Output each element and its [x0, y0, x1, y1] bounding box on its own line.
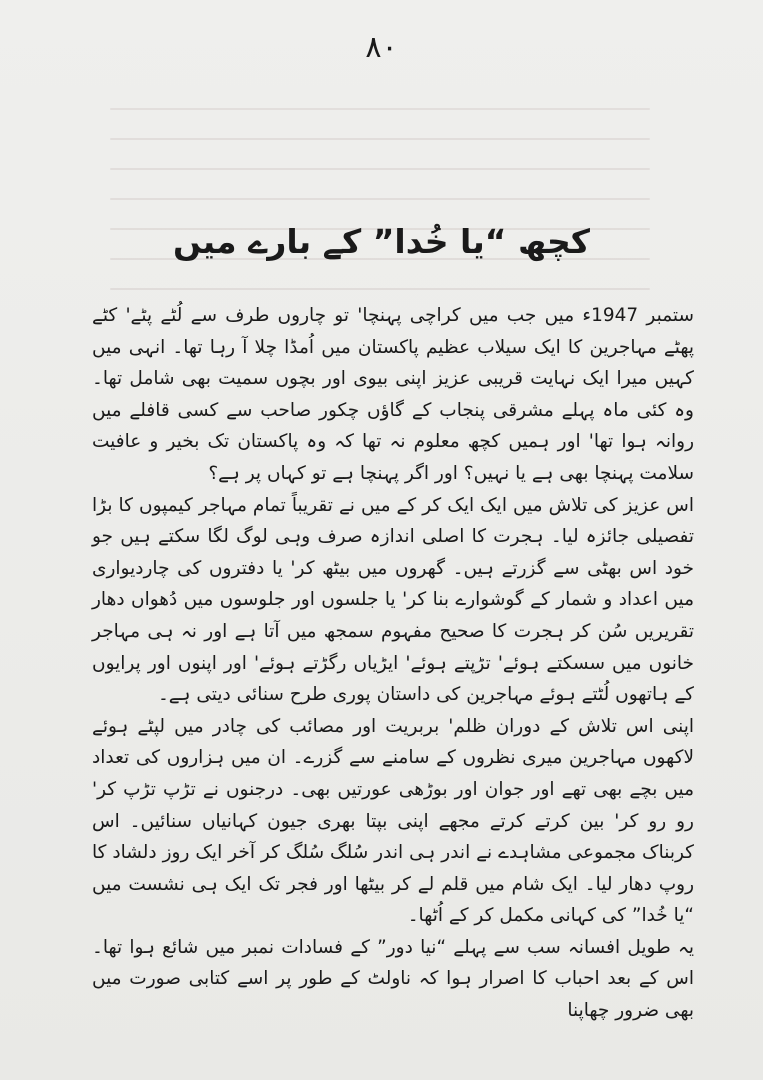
page-number: ۸۰: [365, 30, 398, 65]
paragraph: یہ طویل افسانہ سب سے پہلے “نیا دور” کے فسادات نمبر میں شائع ہوا تھا۔ اس کے بعد احباب کا اصرار ہوا کہ ناولٹ کے طور پر اسے کتابی صورت میں بھی ضرور چھاپنا: [92, 936, 694, 1022]
paragraph: اس عزیز کی تلاش میں ایک ایک کر کے میں نے تقریباً تمام مہاجر کیمپوں کا بڑا تفصیلی جائزہ لیا۔ ہجرت کا اصلی اندازہ صرف وہی لوگ لگا سکتے ہیں جو خود اس بھٹی سے گزرتے ہیں۔ گھروں میں بیٹھ کر' یا دفتروں کی چاردیواری میں اعداد و شمار کے گوشوارے بنا کر' یا جلسوں اور جلوسوں میں دُھواں دھار تقریریں سُن کر ہجرت کا صحیح مفہوم سمجھ میں آتا ہے اور نہ ہی مہاجر خانوں میں سسکتے ہوئے' تڑپتے ہوئے' ایڑیاں رگڑتے ہوئے' اور اپنوں اور پرایوں کے ہاتھوں لُٹتے ہوئے مہاجرین کی داستان پوری طرح سنائی دیتی ہے۔: [92, 494, 694, 706]
bleed-through-text: [110, 80, 650, 320]
paragraph: ستمبر 1947ء میں جب میں کراچی پہنچا' تو چاروں طرف سے لُٹے پٹے' کٹے پھٹے مہاجرین کا ایک سیلاب عظیم پاکستان میں اُمڈا چلا آ رہا تھا۔ انہی میں کہیں میرا ایک نہایت قریبی عزیز اپنی بیوی اور بچوں سمیت بھی شامل تھا۔ وہ کئی ماہ پہلے مشرقی پنجاب کے گاؤں چکور صاحب سے کسی قافلے میں روانہ ہوا تھا' اور ہمیں کچھ معلوم نہ تھا کہ وہ پاکستان تک بخیر و عافیت سلامت پہنچا بھی ہے یا نہیں؟ اور اگر پہنچا ہے تو کہاں پر ہے؟: [92, 305, 694, 484]
chapter-title: کچھ “یا خُدا” کے بارے میں: [172, 222, 590, 261]
body-text: [92, 300, 694, 1027]
paragraph: اپنی اس تلاش کے دوران ظلم' بربریت اور مصائب کی چادر میں لپٹے ہوئے لاکھوں مہاجرین میری نظروں کے سامنے سے گزرے۔ ان میں ہزاروں کی تعداد میں بچے بھی تھے اور جوان اور بوڑھی عورتیں بھی۔ درجنوں نے تڑپ تڑپ کر' رو رو کر' بین کرتے کرتے مجھے اپنی بپتا بھری جیون کہانیاں سنائیں۔ اس کربناک مجموعی مشاہدے نے اندر ہی اندر سُلگ سُلگ کر آخر ایک روز دلشاد کا روپ دھار لیا۔ ایک شام میں قلم لے کر بیٹھا اور فجر تک ایک ہی نشست میں “یا خُدا” کی کہانی مکمل کر کے اُٹھا۔: [92, 715, 694, 927]
